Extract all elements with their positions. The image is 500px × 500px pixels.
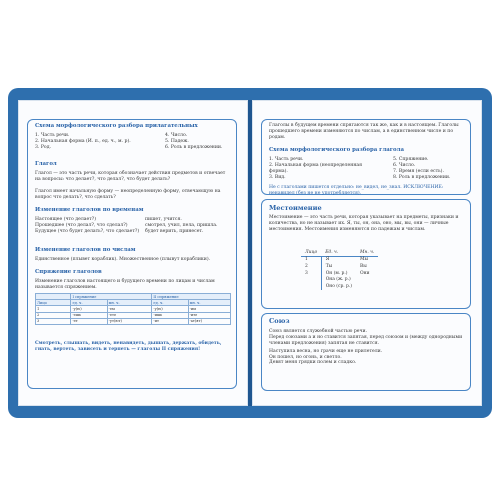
table-header: ед. ч.	[71, 300, 107, 306]
table-row: 3 -ет -ут(ют) -ит -ат(ят)	[36, 318, 231, 324]
union-line: Наступила весна, но грачи еще не прилетели.	[269, 348, 383, 354]
verb-definition: Глагол — это часть речи, которая обозначает действия предметов и отвечает на вопросы: что делает?, что делал?, что будет делать?	[35, 171, 226, 182]
right-page	[252, 100, 482, 406]
union-text	[269, 329, 465, 366]
verb-scheme-title: Схема морфологического разбора глагола	[269, 147, 404, 153]
pronoun-table-wrap	[301, 249, 378, 290]
verb-scheme-item: 1. Часть речи.	[269, 157, 304, 162]
ne-with-verbs-rule: Не с глаголами пишется отдельно: не_видел, не_знал. ИСКЛЮЧЕНИЕ: ненавидел (без не не употребляется).	[269, 185, 444, 196]
verb-scheme-item: 2. Начальная форма (неопределенная форма).	[269, 162, 363, 174]
table-header: Ед. ч.	[321, 249, 356, 256]
adjective-scheme-item: 4. Число.	[165, 133, 188, 138]
table-row: Она (ж. р.)	[301, 276, 378, 283]
verb-scheme-item: 5. Спряжение.	[393, 157, 429, 162]
verb-scheme-list-left	[269, 157, 379, 181]
table-header: ед. ч.	[152, 300, 188, 306]
table-row: 3 Он (м. р.) Они	[301, 270, 378, 277]
table-row: Оно (ср. р.)	[301, 283, 378, 290]
table-header: II спряжение	[152, 294, 231, 300]
table-row: 2 Ты Вы	[301, 263, 378, 270]
adjective-scheme-list-left	[35, 133, 155, 151]
verb-scheme-item: 3. Вид.	[269, 174, 286, 180]
table-row: 1 Я Мы	[301, 256, 378, 263]
adjective-scheme-item: 5. Падеж.	[165, 138, 189, 144]
table-row: 2 -ешь -ете -ишь -ите	[36, 312, 231, 318]
tense-row: Будущее (что будет делать?, что сделает?) будет верить, принесет.	[35, 228, 204, 234]
adjective-scheme-item: 3. Род.	[35, 144, 51, 150]
verb-scheme-item: 8. Роль в предложении.	[393, 174, 451, 180]
table-header: Мн. ч.	[356, 249, 378, 256]
adjective-scheme-title: Схема морфологического разбора прилагательных	[35, 123, 198, 129]
pronoun-definition: Местоимение — это часть речи, которая указывает на предметы, признаки и количества, но не называет их. Я, ты, он, она, оно, мы, вы, они — личные местоимения. Местоимения изменяются по падежам и числам.	[269, 215, 459, 232]
verb-title: Глагол	[35, 161, 57, 167]
conjugation-title: Спряжение глаголов	[35, 269, 102, 275]
tense-row: Настоящее (что делает?) пишет, учится.	[35, 217, 182, 222]
table-header: I спряжение	[71, 294, 152, 300]
future-tense-text: Глаголы в будущем времени спрягаются так же, как и в настоящем. Глаголы прошедшего времени изменяются по числам, а в единственном числе и по родам.	[269, 123, 459, 140]
conjugation-table-wrap	[35, 293, 231, 325]
left-page	[18, 100, 248, 406]
table-row: 1 -у(ю) -ем -у(ю) -им	[36, 306, 231, 312]
union-line: Союз является служебной частью речи.	[269, 329, 368, 334]
verb-initial-form: Глагол имеет начальную форму — неопределенную форму, отвечающую на вопрос что делать?, что сделать?	[35, 189, 221, 200]
number-text: Единственное (плывет кораблик). Множественное (плывут кораблики).	[35, 257, 211, 262]
tense-title: Изменение глаголов по временам	[35, 207, 144, 213]
verb-scheme-item: 7. Время (если есть).	[393, 168, 444, 174]
table-header: Лицо	[301, 249, 321, 256]
pronoun-title: Местоимение	[269, 204, 322, 212]
table-header: Лицо	[36, 300, 71, 306]
tense-row: Прошедшее (что делал?, что сделал?) смотрел, учил, пела, пришла.	[35, 222, 218, 228]
adjective-scheme-list-right	[165, 133, 231, 151]
union-title: Союз	[269, 317, 290, 325]
table-header: мн. ч.	[188, 300, 230, 306]
union-line: Он пошел, но огонь, и светло.	[269, 354, 342, 360]
tense-list	[35, 217, 231, 235]
verb-scheme-item: 6. Число.	[393, 162, 416, 168]
notebook-spread	[8, 88, 492, 418]
verb-scheme-list-right	[393, 157, 465, 181]
union-line: Перед союзами а и но ставится запятая, перед союзом и (между однородными членами предложения) запятая не ставится.	[269, 334, 463, 346]
union-line: Девят меня грядки полем и сладко.	[269, 360, 357, 366]
adjective-scheme-item: 2. Начальная форма (И. п., ед. ч., м. р).	[35, 138, 131, 144]
conjugation-text: Изменение глаголов настоящего и будущего времени по лицам и числам называется спряжением.	[35, 279, 215, 290]
number-title: Изменение глаголов по числам	[35, 247, 136, 253]
adjective-scheme-item: 6. Роль в предложении.	[165, 144, 223, 150]
conjugation-table	[35, 293, 231, 325]
adjective-scheme-item: 1. Часть речи.	[35, 133, 70, 138]
table-header: мн. ч.	[107, 300, 152, 306]
conjugation-exceptions: Смотреть, слышать, видеть, ненавидеть, дышать, держать, обидеть, гнать, вертеть, зависеть и терпеть — глаголы II спряжения!	[35, 341, 222, 352]
pronoun-table	[301, 249, 378, 290]
